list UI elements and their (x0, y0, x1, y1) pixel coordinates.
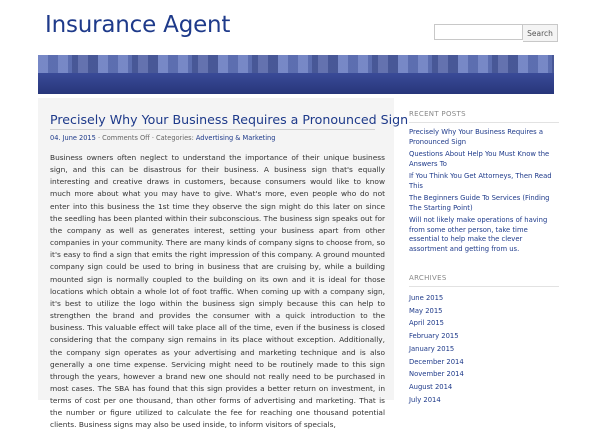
search-input[interactable] (434, 24, 523, 40)
archive-link[interactable]: July 2014 (409, 395, 441, 404)
sidebar-divider (409, 122, 559, 123)
archive-link[interactable]: August 2014 (409, 382, 453, 391)
sidebar-divider (409, 286, 559, 287)
post-date[interactable]: 04. June 2015 (50, 134, 96, 142)
archive-link[interactable]: June 2015 (409, 294, 444, 302)
archive-link[interactable]: December 2014 (409, 357, 464, 366)
recent-post-link[interactable]: Will not likely make operations of having from some other person, take time essential to help make the clever assortment and getting from us. (409, 216, 548, 253)
archive-link[interactable]: November 2014 (409, 370, 464, 379)
header-banner (38, 55, 554, 94)
meta-separator: · (151, 134, 157, 142)
archive-link[interactable]: January 2015 (409, 344, 455, 353)
archive-link[interactable]: February 2015 (409, 332, 459, 341)
recent-posts-heading: RECENT POSTS (409, 110, 466, 118)
post-body: Business owners often neglect to understand the importance of their unique business sign, and this can be disastrous for their business. A business sign that's equally interesting and creative draws in customers, because consumers would like to know much more about what you may have to give. What's more, even people who do not enter into this business the 1st time they observe the sign might do this later on since the seedling has been planted within their subconscious. The business sign speaks out for the company as well as generates interest, setting your business apart from other companies in your community. There are many kinds of company signs to choose from, so it's easy to find a sign that emits the right impression of this company. A ground mounted company sign could be used to bring in business that are cruising by, while a building mounted sign is normally coupled to the building on its own and it is ideal for those locations which obtain a whole lot of foot traffic. When coming up with a company sign, it's best to utilize the logo within the business sign simply because this can help to strengthen the brand and provides the consumer with a quick introduction to the business. This valuable effect will take place all of the time, even if the business is closed considering that the company sign remains in its place without exception. Additionally, the company sign operates as your advertising and marketing technique and is also generally a one time expense. Servicing might need to be routinely made to this sign through the years, however a brand new one should not really need to be purchased in most cases. The SBA has found that this sign provides a better return on investment, in terms of cost per one thousand, than other forms of advertising and marketing. That is the number or figure utilized to calculate the fee for reaching one thousand potential clients. Business signs may also be used inside, to inform visitors of specials, (50, 153, 385, 430)
archives-heading: ARCHIVES (409, 274, 447, 282)
archive-link[interactable]: April 2015 (409, 319, 444, 328)
archive-link[interactable]: May 2015 (409, 306, 443, 315)
post-comments: Comments Off (102, 134, 150, 142)
recent-post-link[interactable]: Precisely Why Your Business Requires a Pronounced Sign (409, 128, 544, 146)
meta-separator: · (97, 134, 103, 142)
sidebar-recent-posts (409, 110, 559, 257)
recent-post-link[interactable]: The Beginners Guide To Services (Finding The Starting Point) (409, 194, 550, 212)
search-button[interactable]: Search (523, 24, 558, 42)
sidebar-archives (409, 274, 559, 406)
site-title[interactable]: Insurance Agent (45, 12, 231, 38)
title-divider (50, 129, 375, 130)
banner-band (38, 73, 554, 94)
banner-pattern (38, 55, 554, 73)
categories-label: Categories: (156, 134, 194, 142)
recent-post-link[interactable]: If You Think You Get Attorneys, Then Read This (409, 172, 552, 190)
recent-post-link[interactable]: Questions About Help You Must Know the Answers To (409, 150, 550, 168)
search-form (434, 24, 558, 42)
post-category[interactable]: Advertising & Marketing (195, 134, 276, 142)
post-title[interactable]: Precisely Why Your Business Requires a Pronounced Sign (50, 112, 409, 127)
post-meta (50, 134, 275, 142)
